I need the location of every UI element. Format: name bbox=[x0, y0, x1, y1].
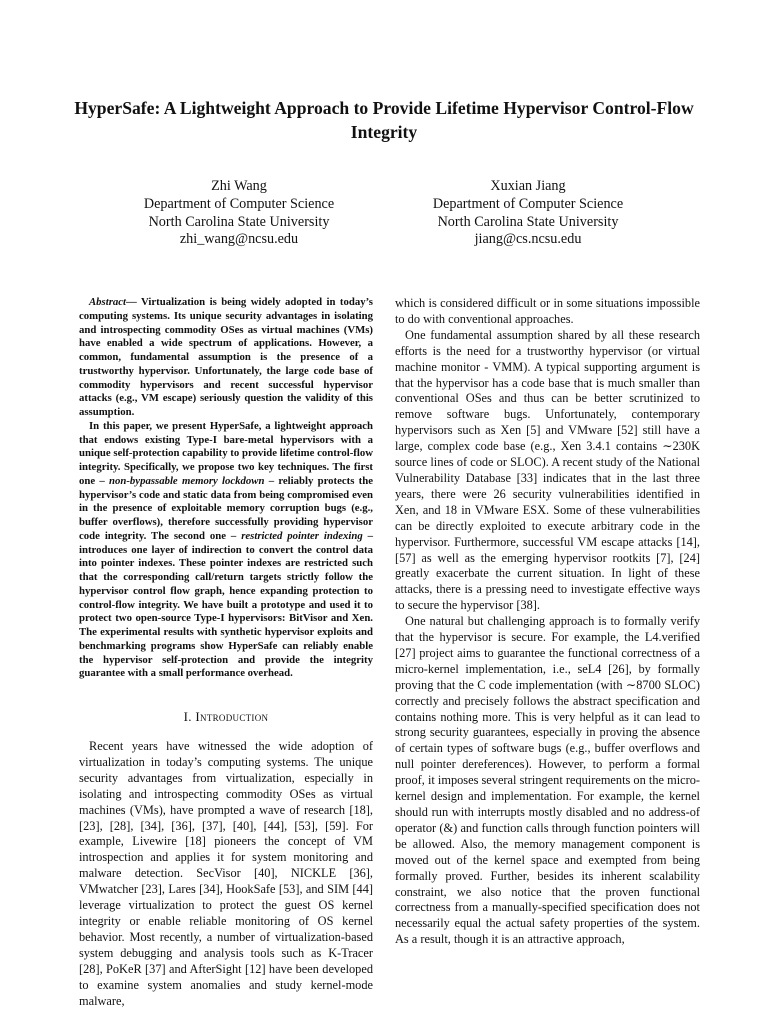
body-paragraph: One natural but challenging approach is to formally verify that the hypervisor is secure. For example, the L4.verified [27] project aims to guarantee the functional correctness of a micro-kernel implementation, i.e., seL4 [26], by formally proving that the C code implementation (with ∼8700 SLOC) correctly and precisely follows the abstract specification and contains nothing more. This is very helpful as it can lead to strong security guarantees, especially in proving the absence of certain types of software bugs (e.g., buffer overflows and null pointer dereferences). However, to perform a formal proof, it imposes several stringent requirements on the micro-kernel design and implementation. For example, the kernel should run with interrupts mostly disabled and no address-of operator (&) and function calls through function pointers will be allowed. Also, the memory management component is moved out of the kernel space and exempted from being formally proved. Further, besides its inherent scalability constraint, we also notice that the proven functional correctness from a manually-specified specification does not necessarily equal the actual safety properties of the system. As a result, though it is an attractive approach, bbox=[395, 614, 700, 947]
abstract-paragraph-2 bbox=[79, 420, 373, 681]
abstract-text: In this paper, we present HyperSafe, a lightweight approach that endows existing Type-I bare-metal hypervisors with a unique self-protection capability to provide lifetime control-flow integrity. Specifically, we propose two key techniques. The first one – bbox=[79, 419, 373, 487]
author-block-1 bbox=[89, 178, 389, 249]
left-column bbox=[79, 296, 373, 1009]
author-email: jiang@cs.ncsu.edu bbox=[474, 231, 582, 248]
abstract-text: – reliably protects the hypervisor’s code and static data from being compromised even in the presence of exploitable memory corruption bugs (e.g., buffer overflows), therefore successfully providing hypervisor code integrity. The second one – bbox=[79, 474, 374, 542]
abstract bbox=[79, 296, 373, 681]
section-heading bbox=[79, 709, 373, 725]
technique-name: non-bypassable memory lockdown bbox=[109, 474, 265, 487]
right-column bbox=[395, 296, 700, 948]
intro-body-right bbox=[395, 296, 700, 948]
author-email: zhi_wang@ncsu.edu bbox=[179, 231, 299, 248]
author-university: North Carolina State University bbox=[148, 213, 330, 230]
abstract-text: – introduces one layer of indirection to convert the control data into pointer indexes. These pointer indexes are restricted such that the corresponding call/return targets strictly follow the hypervisor control flow graph, hence expanding protection to control-flow integrity. We have built a prototype and used it to protect two open-source Type-I hypervisors: BitVisor and Xen. The experimental results with synthetic hypervisor exploits and benchmarking programs show HyperSafe can reliably enable the hypervisor self-protection and provide the integrity guarantee with a small performance overhead. bbox=[79, 529, 374, 680]
author-block-2 bbox=[378, 178, 678, 249]
author-department: Department of Computer Science bbox=[143, 195, 335, 212]
body-paragraph: One fundamental assumption shared by all these research efforts is the need for a trustworthy hypervisor (or virtual machine monitor - VMM). A typical supporting argument is that the hypervisor has a code base that is much smaller than conventional OSes and thus can be better scrutinized to remove software bugs. Unfortunately, contemporary hypervisors such as Xen [5] and VMware [52] still have a large, complex code base (e.g., Xen 3.4.1 contains ∼230K source lines of code or SLOC). A recent study of the National Vulnerability Database [33] indicates that in the last three years, there were 26 security vulnerabilities identified in Xen, and 18 in VMware ESX. Some of these vulnerabilities can be directly exploited to execute arbitrary code in the hypervisor. Furthermore, successful VM escape attacks [14], [57] as well as the emerging hypervisor rootkits [7], [24] greatly exacerbate the current situation. In light of these attacks, there is a pressing need to investigate effective ways to secure the hypervisor [38]. bbox=[395, 327, 700, 613]
abstract-paragraph-1 bbox=[79, 296, 373, 420]
body-paragraph: Recent years have witnessed the wide adoption of virtualization in today’s computing systems. The unique security advantages from virtualization, especially in isolating and introspecting commodity OSes as virtual machines (VMs), have prompted a wave of research [18], [23], [28], [34], [36], [37], [40], [44], [53], [59]. For example, Livewire [18] pioneers the concept of VM introspection and applies it for system monitoring and malware detection. SecVisor [40], NICKLE [36], VMwatcher [23], Lares [34], HookSafe [53], and SIM [44] leverage virtualization to protect the guest OS kernel integrity or enable reliable monitoring of OS kernel behavior. Most recently, a number of virtualization-based system debugging and analysis tools such as K-Tracer [28], PoKeR [37] and AfterSight [12] have been developed to examine system anomalies and study kernel-mode malware, bbox=[79, 739, 373, 1008]
abstract-dash: — bbox=[126, 296, 142, 308]
section-title: Introduction bbox=[195, 709, 269, 724]
author-department: Department of Computer Science bbox=[432, 195, 624, 212]
intro-body-left bbox=[79, 739, 373, 1009]
abstract-label: Abstract bbox=[89, 296, 127, 308]
author-name: Zhi Wang bbox=[211, 178, 267, 194]
section-number: I. bbox=[183, 709, 192, 724]
abstract-text: Virtualization is being widely adopted in today’s computing systems. Its unique security advantages in isolating and introspecting commodity OSes as virtual machines (VMs) have enabled a wide spectrum of applications. However, a common, fundamental assumption is the presence of a trustworthy hypervisor. Unfortunately, the large code base of commodity hypervisors and recent successful hypervisor attacks (e.g., VM escape) seriously question the validity of this assumption. bbox=[79, 296, 373, 418]
author-name: Xuxian Jiang bbox=[490, 178, 566, 194]
author-university: North Carolina State University bbox=[437, 213, 619, 230]
paper-title: HyperSafe: A Lightweight Approach to Provide Lifetime Hypervisor Control-Flow Integrity bbox=[74, 98, 694, 142]
technique-name: restricted pointer indexing bbox=[241, 529, 363, 542]
body-paragraph: which is considered difficult or in some situations impossible to do with conventional approaches. bbox=[395, 296, 700, 326]
